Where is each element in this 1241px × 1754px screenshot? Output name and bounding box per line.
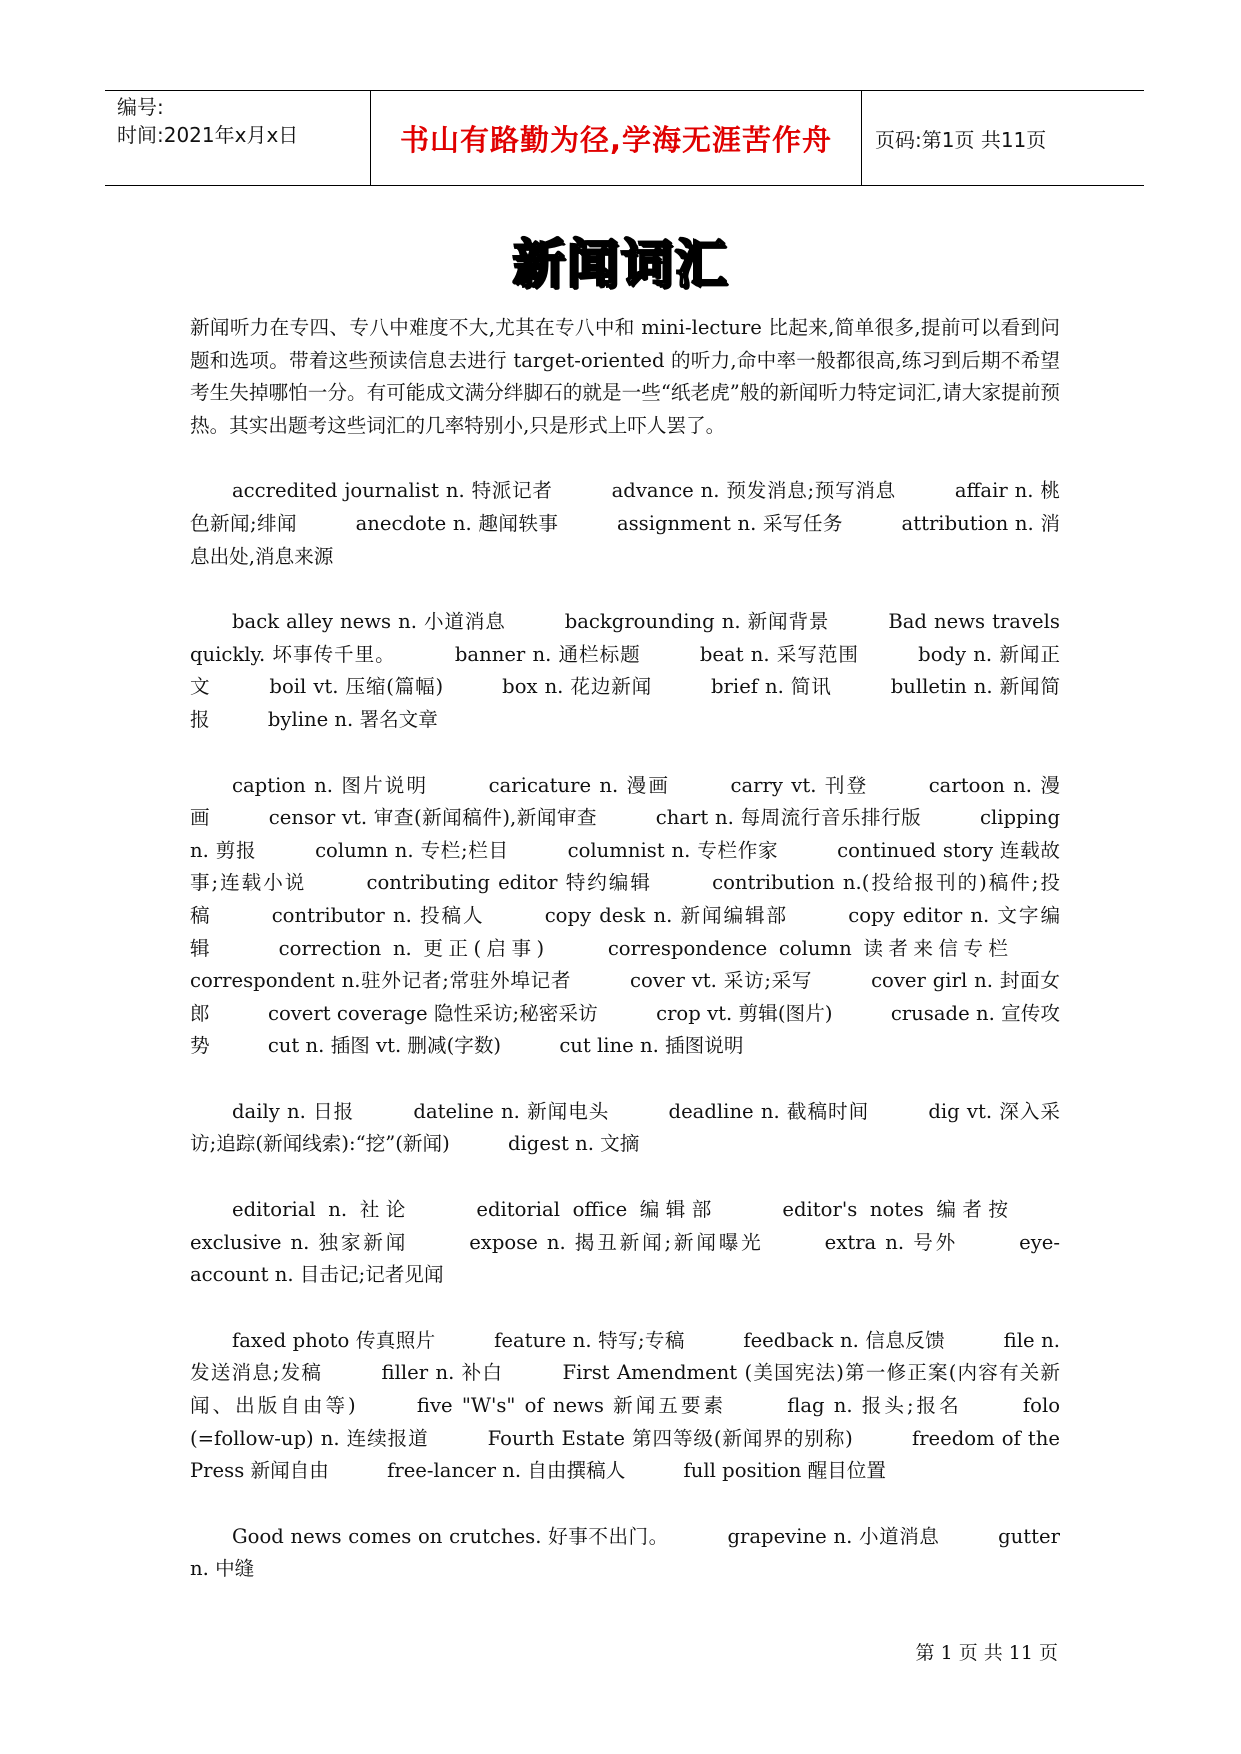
vocab-entry: eye-account n. 目击记;记者见闻 bbox=[190, 1230, 1060, 1287]
vocab-paragraph bbox=[190, 1194, 1060, 1292]
document-title: 新闻词汇 bbox=[512, 235, 729, 295]
vocab-entry: boil vt. 压缩(篇幅) bbox=[269, 675, 444, 699]
vocab-entry: caricature n. 漫画 bbox=[488, 773, 671, 797]
document-body bbox=[190, 312, 1060, 1619]
document-number-label: 编号: bbox=[117, 95, 164, 119]
vocab-entry: contributing editor 特约编辑 bbox=[366, 871, 652, 895]
vocab-paragraph bbox=[190, 770, 1060, 1063]
vocab-entry: brief n. 简讯 bbox=[711, 675, 832, 699]
vocab-entry: crop vt. 剪辑(图片) bbox=[656, 1001, 833, 1025]
vocab-entry: folo (=follow-up) n. 连续报道 bbox=[190, 1394, 1061, 1450]
vocab-entry: advance n. 预发消息;预写消息 bbox=[611, 479, 896, 503]
vocab-entry: correspondent n.驻外记者;常驻外埠记者 bbox=[190, 969, 572, 993]
vocab-entry: back alley news n. 小道消息 bbox=[232, 610, 506, 634]
page-footer: 第 1 页 共 11 页 bbox=[915, 1642, 1058, 1664]
vocab-paragraph bbox=[190, 606, 1060, 736]
vocab-entry: feature n. 特写;专稿 bbox=[494, 1328, 685, 1352]
vocab-entry: Fourth Estate 第四等级(新闻界的别称) bbox=[487, 1426, 853, 1450]
vocab-entry: continued story 连载故事;连载小说 bbox=[190, 838, 1060, 895]
vocab-entry: copy editor n. 文字编辑 bbox=[190, 903, 1061, 960]
vocab-entry: byline n. 署名文章 bbox=[267, 707, 438, 731]
vocab-entry: beat n. 采写范围 bbox=[699, 642, 859, 666]
vocab-entry: carry vt. 刊登 bbox=[730, 773, 869, 797]
vocab-entry: bulletin n. 新闻简报 bbox=[190, 675, 1061, 731]
header-meta bbox=[105, 91, 371, 185]
vocab-entry: box n. 花边新闻 bbox=[502, 675, 652, 699]
vocab-entry: attribution n. 消息出处,消息来源 bbox=[190, 511, 1060, 568]
vocab-entry: body n. 新闻正文 bbox=[190, 642, 1060, 699]
vocab-entry: Bad news travels quickly. 坏事传千里。 bbox=[190, 610, 1060, 666]
vocab-entry: assignment n. 采写任务 bbox=[616, 511, 843, 535]
vocab-entry: cut n. 插图 vt. 删减(字数) bbox=[267, 1034, 502, 1058]
vocab-entry: cut line n. 插图说明 bbox=[559, 1034, 744, 1058]
document-time-label: 时间:2021年x月x日 bbox=[117, 123, 299, 147]
vocab-entry: digest n. 文摘 bbox=[508, 1132, 640, 1156]
vocab-entry: faxed photo 传真照片 bbox=[232, 1328, 436, 1352]
vocab-entry: affair n. 桃色新闻;绯闻 bbox=[190, 479, 1060, 535]
vocab-entry: copy desk n. 新闻编辑部 bbox=[544, 903, 789, 927]
vocab-entry: editorial office 编辑部 bbox=[476, 1198, 718, 1222]
vocab-entry: columnist n. 专栏作家 bbox=[567, 838, 779, 862]
vocab-entry: column n. 专栏;栏目 bbox=[315, 838, 509, 862]
vocab-entry: crusade n. 宣传攻势 bbox=[190, 1001, 1061, 1058]
page-header bbox=[105, 90, 1144, 186]
vocab-entry: covert coverage 隐性采访;秘密采访 bbox=[267, 1001, 598, 1025]
vocab-entry: editor's notes 编者按 bbox=[782, 1198, 1008, 1222]
vocab-entry: dateline n. 新闻电头 bbox=[413, 1099, 610, 1123]
vocab-entry: five "W's" of news 新闻五要素 bbox=[416, 1394, 727, 1418]
vocab-entry: banner n. 通栏标题 bbox=[454, 642, 641, 666]
vocab-entry: freedom of the Press 新闻自由 bbox=[190, 1426, 1060, 1483]
vocab-entry: feedback n. 信息反馈 bbox=[743, 1328, 946, 1352]
vocab-paragraph bbox=[190, 1096, 1060, 1161]
vocab-entry: chart n. 每周流行音乐排行版 bbox=[655, 806, 922, 830]
vocab-entry: file n. 发送消息;发稿 bbox=[190, 1328, 1060, 1385]
vocab-entry: full position 醒目位置 bbox=[683, 1459, 886, 1483]
vocab-entry: filler n. 补白 bbox=[381, 1361, 504, 1385]
vocab-entry: deadline n. 截稿时间 bbox=[668, 1099, 870, 1123]
vocab-entry: daily n. 日报 bbox=[232, 1099, 355, 1123]
vocab-entry: dig vt. 深入采访;追踪(新闻线索):“挖”(新闻) bbox=[190, 1099, 1060, 1156]
intro-paragraph: 新闻听力在专四、专八中难度不大,尤其在专八中和 mini-lecture 比起来,简单很多,提前可以看到问题和选项。带着这些预读信息去进行 target-oriented 的听力,命中率一般都很高,练习到后期不希望考生失掉哪怕一分。有可能成文满分绊脚石的就是一些“纸老虎”般的新闻听力特定词汇,请大家提前预热。其实出题考这些词汇的几率特别小,只是形式上吓人罢了。 bbox=[190, 316, 1060, 437]
vocab-entry: cover vt. 采访;采写 bbox=[630, 969, 813, 993]
vocab-entry: gutter n. 中缝 bbox=[190, 1524, 1060, 1581]
vocab-entry: cartoon n. 漫画 bbox=[190, 773, 1060, 830]
vocab-entry: grapevine n. 小道消息 bbox=[727, 1524, 940, 1548]
vocab-entry: caption n. 图片说明 bbox=[232, 773, 429, 797]
vocab-entry: clipping n. 剪报 bbox=[190, 806, 1060, 862]
vocab-paragraph bbox=[190, 1521, 1060, 1586]
vocab-entry: Good news comes on crutches. 好事不出门。 bbox=[232, 1524, 669, 1548]
vocab-entry: expose n. 揭丑新闻;新闻曝光 bbox=[469, 1230, 764, 1254]
header-page-info: 页码:第1页 共11页 bbox=[875, 127, 1047, 152]
vocab-entry: free-lancer n. 自由撰稿人 bbox=[387, 1459, 626, 1483]
vocab-entry: cover girl n. 封面女郎 bbox=[190, 969, 1060, 1025]
vocab-entry: correction n. 更正(启事) bbox=[278, 936, 545, 960]
vocab-entry: contributor n. 投稿人 bbox=[271, 903, 485, 927]
vocab-entry: accredited journalist n. 特派记者 bbox=[232, 479, 553, 503]
vocab-entry: backgrounding n. 新闻背景 bbox=[564, 610, 830, 634]
vocab-entry: anecdote n. 趣闻轶事 bbox=[355, 511, 559, 535]
vocab-entry: flag n. 报头;报名 bbox=[787, 1394, 962, 1418]
vocab-entry: extra n. 号外 bbox=[824, 1230, 959, 1254]
vocab-entry: censor vt. 审查(新闻稿件),新闻审查 bbox=[268, 806, 598, 830]
vocab-entry: contribution n.(投给报刊的)稿件;投稿 bbox=[190, 871, 1060, 927]
header-motto: 书山有路勤为径,学海无涯苦作舟 bbox=[371, 91, 862, 185]
vocab-entry: First Amendment (美国宪法)第一修正案(内容有关新闻、出版自由等) bbox=[190, 1361, 1060, 1418]
vocab-paragraph bbox=[190, 1325, 1060, 1488]
vocab-entry: editorial n. 社论 bbox=[232, 1198, 412, 1222]
vocab-entry: exclusive n. 独家新闻 bbox=[190, 1230, 409, 1254]
vocab-paragraph bbox=[190, 475, 1060, 573]
vocab-entry: correspondence column 读者来信专栏 bbox=[607, 936, 1009, 960]
